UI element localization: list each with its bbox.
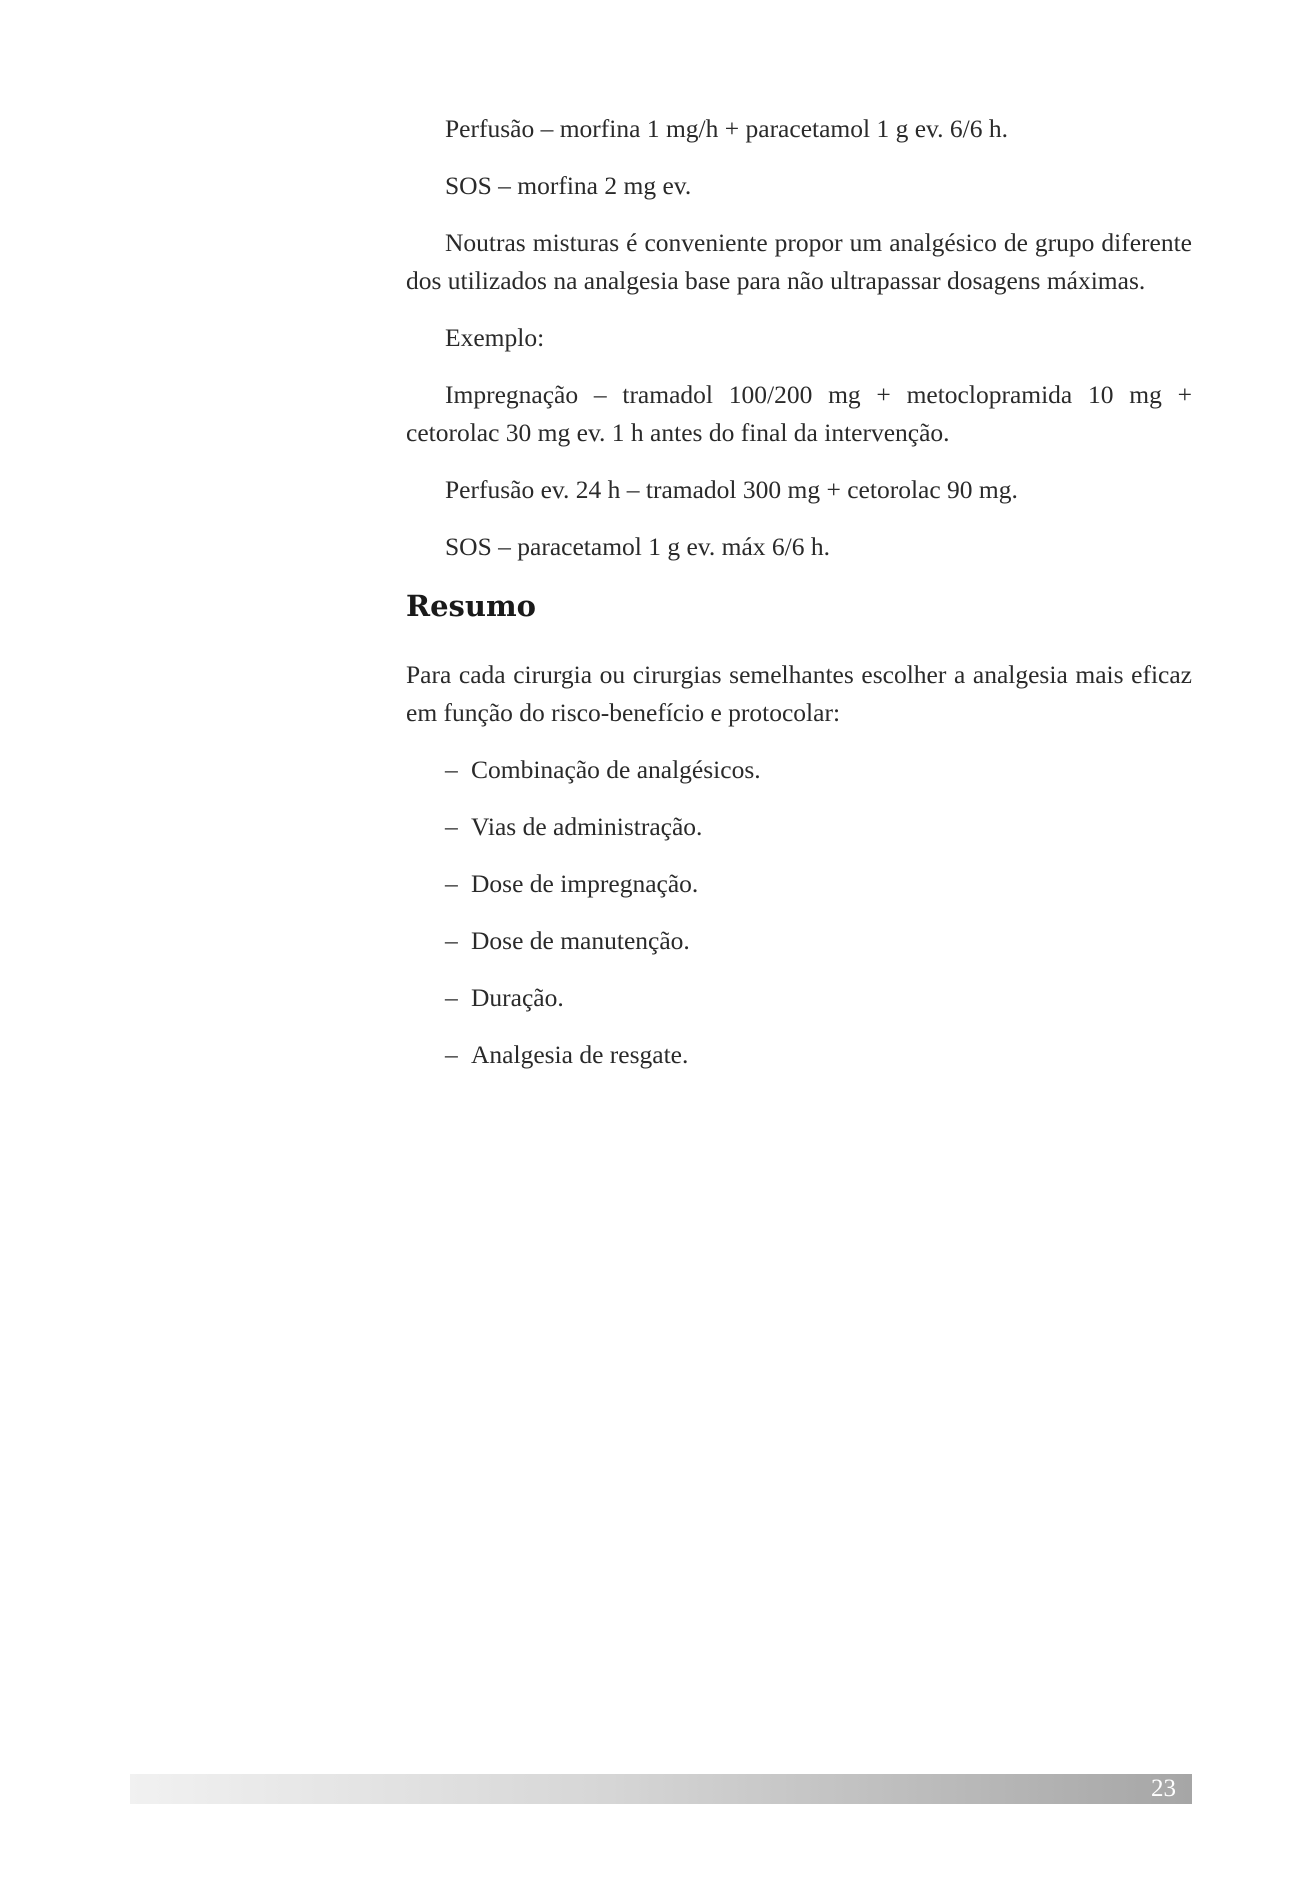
dash-bullet: – bbox=[445, 983, 458, 1012]
list-item bbox=[445, 751, 1192, 789]
paragraph-resumo-intro: Para cada cirurgia ou cirurgias semelhantes escolher a analgesia mais eficaz em função do risco-benefício e protocolar: bbox=[406, 660, 1192, 727]
paragraph-exemplo: Exemplo: bbox=[445, 323, 545, 352]
section-heading-resumo: Resumo bbox=[406, 589, 536, 623]
list-item bbox=[445, 808, 1192, 846]
page-number: 23 bbox=[1151, 1775, 1176, 1802]
list-item-text: Dose de impregnação. bbox=[471, 869, 699, 898]
summary-list bbox=[406, 751, 1192, 1074]
list-item bbox=[445, 865, 1192, 903]
list-item-text: Combinação de analgésicos. bbox=[471, 755, 761, 784]
paragraph-impregnacao: Impregnação – tramadol 100/200 mg + metoclopramida 10 mg + cetorolac 30 mg ev. 1 h antes do final da intervenção. bbox=[406, 380, 1192, 447]
list-item-text: Duração. bbox=[471, 983, 564, 1012]
list-item bbox=[445, 1036, 1192, 1074]
page-body bbox=[406, 110, 1192, 1093]
list-item-text: Analgesia de resgate. bbox=[471, 1040, 689, 1069]
dash-bullet: – bbox=[445, 812, 458, 841]
list-item-text: Dose de manutenção. bbox=[471, 926, 690, 955]
paragraph-noutras-misturas: Noutras misturas é conveniente propor um analgésico de grupo diferente dos utilizados na analgesia base para não ultrapassar dosagens máximas. bbox=[406, 228, 1192, 295]
dash-bullet: – bbox=[445, 926, 458, 955]
paragraph-sos-paracetamol: SOS – paracetamol 1 g ev. máx 6/6 h. bbox=[445, 532, 831, 561]
list-item bbox=[445, 979, 1192, 1017]
paragraph-perfusao-morfina: Perfusão – morfina 1 mg/h + paracetamol 1 g ev. 6/6 h. bbox=[445, 114, 1008, 143]
dash-bullet: – bbox=[445, 755, 458, 784]
dash-bullet: – bbox=[445, 869, 458, 898]
footer-gradient-bar bbox=[130, 1774, 1192, 1804]
dash-bullet: – bbox=[445, 1040, 458, 1069]
list-item-text: Vias de administração. bbox=[471, 812, 703, 841]
paragraph-sos-morfina: SOS – morfina 2 mg ev. bbox=[445, 171, 692, 200]
paragraph-perfusao-tramadol: Perfusão ev. 24 h – tramadol 300 mg + cetorolac 90 mg. bbox=[445, 475, 1018, 504]
list-item bbox=[445, 922, 1192, 960]
